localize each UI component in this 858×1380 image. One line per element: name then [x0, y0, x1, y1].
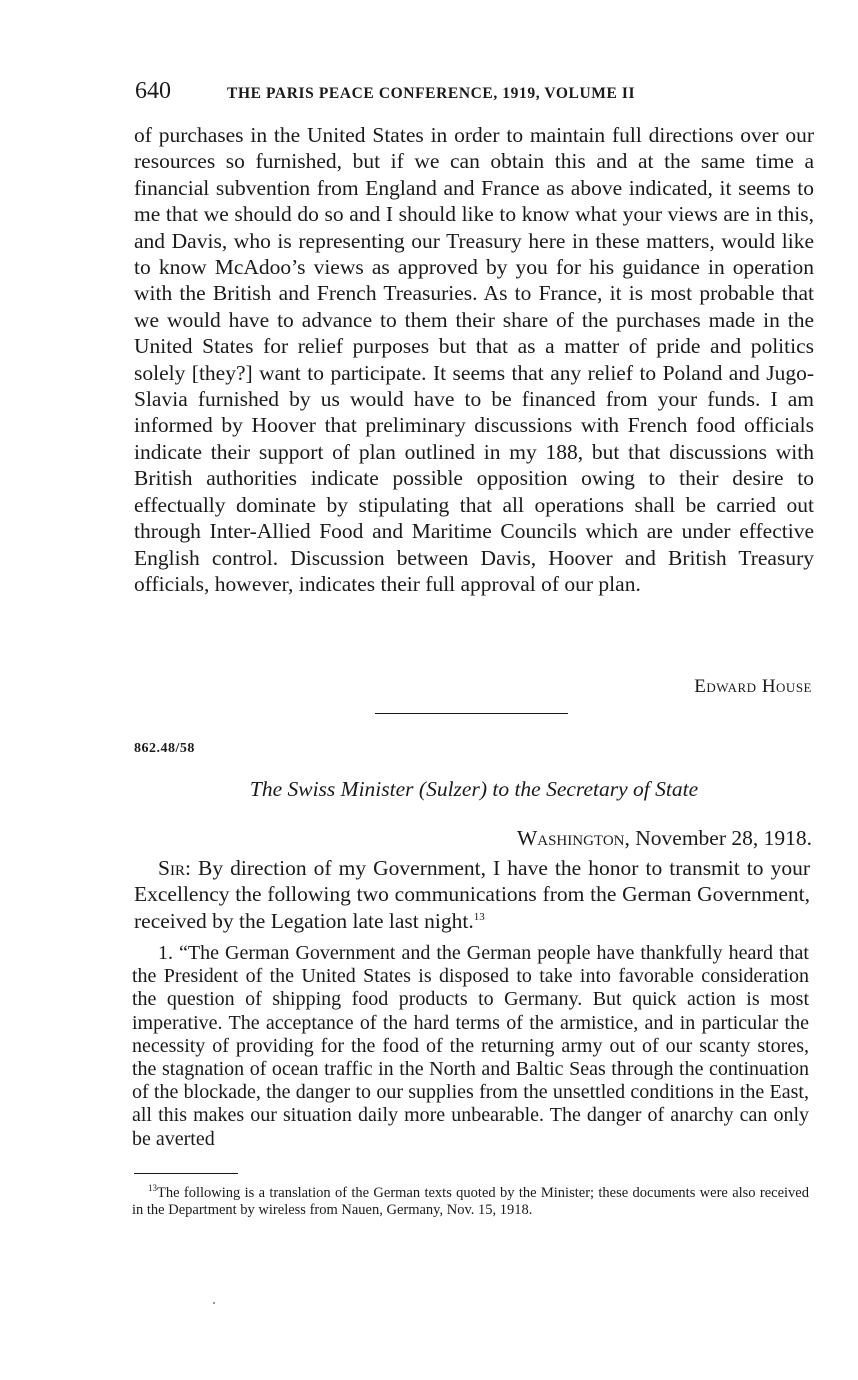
salutation-paragraph — [134, 855, 810, 934]
running-title: THE PARIS PEACE CONFERENCE, 1919, VOLUME II — [227, 85, 636, 102]
footnote-marker: 13 — [148, 1183, 157, 1194]
heading-suffix: ) to the Secretary of State — [479, 777, 699, 801]
file-number: 862.48/58 — [134, 741, 195, 756]
page-number: 640 — [135, 78, 171, 104]
signature: Edward House — [694, 676, 812, 697]
salutation-text: : By direction of my Government, I have the honor to transmit to your Excellency the following two communications from the German Government, received by the Legation late last night. — [134, 856, 810, 933]
dateline-date: , November 28, 1918. — [624, 826, 812, 850]
heading-name: Sulzer — [426, 777, 480, 801]
footnote-divider — [134, 1173, 238, 1174]
salutation: Sir — [158, 856, 185, 880]
footnote-reference: 13 — [473, 910, 485, 923]
dateline-place: Washington — [516, 826, 625, 850]
dateline — [517, 826, 812, 851]
quoted-communication: 1. “The German Government and the German people have thankfully heard that the President of the United States is disposed to take into favorable consideration the question of shipping food products to Germany. But quick action is most imperative. The acceptance of the hard terms of the armistice, and in particular the necessity of providing for the food of the returning army out of our scanty stores, the stagnation of ocean traffic in the North and Baltic Seas through the continuation of the blockade, the danger to our supplies from the unsettled conditions in the East, all this makes our situation daily more unbearable. The danger of anarchy can only be averted — [132, 942, 809, 1150]
footnote — [132, 1185, 809, 1219]
section-divider — [375, 713, 568, 714]
continuation-paragraph: of purchases in the United States in order to maintain full directions over our resources so furnished, but if we can obtain this and at the same time a financial subvention from England and France as above indicated, it seems to me that we should do so and I should like to know what your views are in this, and Davis, who is representing our Treasury here in these matters, would like to know McAdoo’s views as approved by you for his guidance in operation with the British and French Treasuries. As to France, it is most probable that we would have to advance to them their share of the purchases made in the United States for relief purposes but that as a matter of pride and politics solely [they?] want to participate. It seems that any relief to Poland and Jugo-Slavia furnished by us would have to be financed from your funds. I am informed by Hoover that preliminary discussions with French food officials indicate their support of plan outlined in my 188, but that discussions with British authorities indicate possible opposition owing to their desire to effectually dominate by stipulating that all operations shall be carried out through Inter-Allied Food and Maritime Councils which are under effective English control. Discussion between Davis, Hoover and British Treasury officials, however, indicates their full approval of our plan. — [134, 123, 814, 596]
footnote-text: The following is a translation of the German texts quoted by the Minister; these documents were also received in the Department by wireless from Nauen, Germany, Nov. 15, 1918. — [132, 1185, 809, 1218]
document-heading — [134, 777, 814, 802]
heading-prefix: The Swiss Minister ( — [249, 777, 427, 801]
scan-speck — [213, 1302, 215, 1304]
running-head — [135, 78, 815, 108]
